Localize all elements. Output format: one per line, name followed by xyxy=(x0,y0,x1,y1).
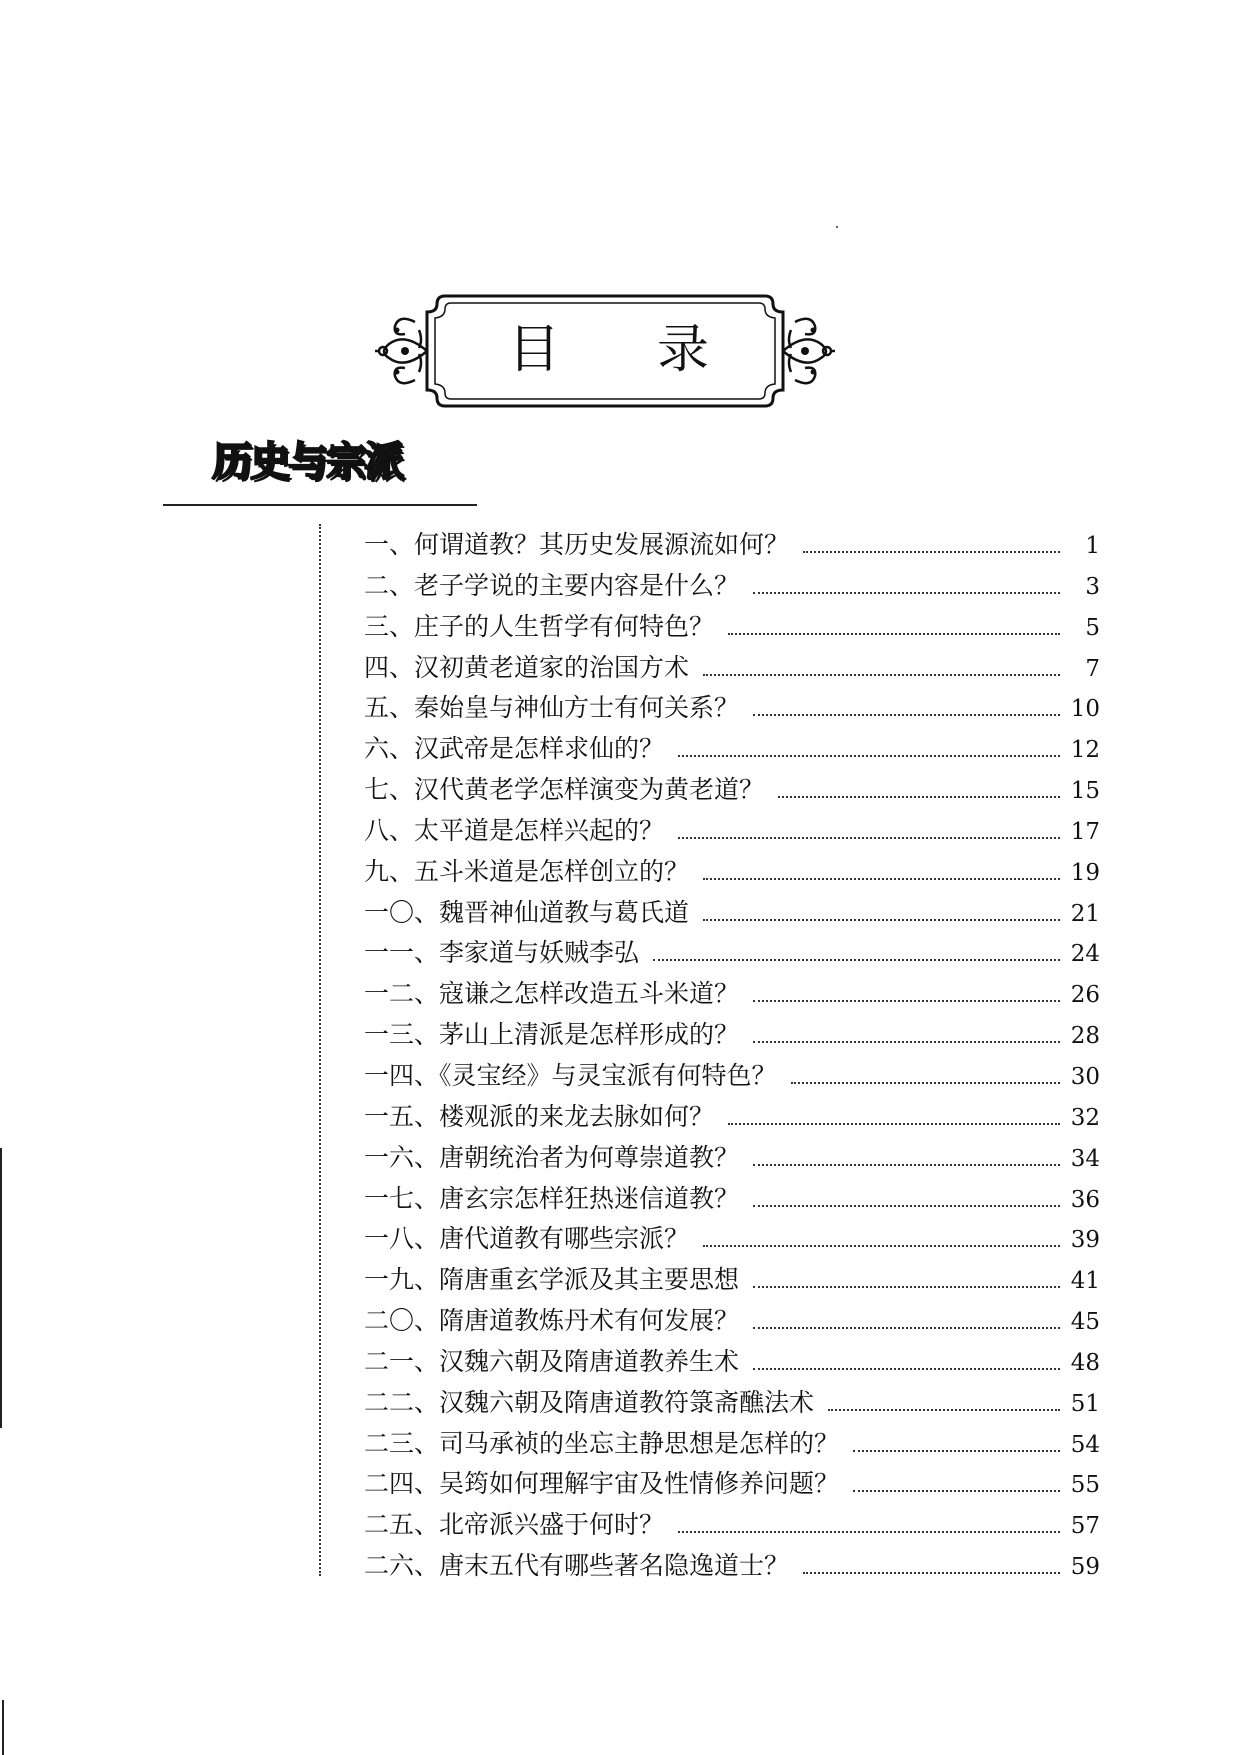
toc-entry[interactable] xyxy=(364,566,1100,607)
toc-leader-dots xyxy=(803,551,1060,553)
toc-entry[interactable] xyxy=(364,607,1100,648)
scan-edge-mark xyxy=(0,1148,2,1428)
toc-entry[interactable] xyxy=(364,1056,1100,1097)
toc-leader-dots xyxy=(678,1531,1060,1533)
toc-entry[interactable] xyxy=(364,1260,1100,1301)
toc-entry-page-number: 57 xyxy=(1070,1513,1100,1540)
toc-entry-title: 一八、唐代道教有哪些宗派？ xyxy=(364,1224,690,1254)
toc-entry-page-number: 21 xyxy=(1070,900,1100,927)
toc-entry[interactable] xyxy=(364,1015,1100,1056)
toc-entry-page-number: 41 xyxy=(1070,1268,1100,1295)
toc-entry[interactable] xyxy=(364,811,1100,852)
toc-entry-page-number: 5 xyxy=(1085,614,1100,641)
toc-entry[interactable] xyxy=(364,852,1100,893)
toc-entry-page-number: 30 xyxy=(1070,1063,1100,1090)
scan-edge-mark xyxy=(2,1700,4,1755)
toc-entry[interactable] xyxy=(364,1219,1100,1260)
toc-leader-dots xyxy=(753,1327,1060,1329)
toc-entry-title: 一六、唐朝统治者为何尊崇道教？ xyxy=(364,1142,740,1172)
toc-leader-dots xyxy=(653,959,1060,961)
toc-entry-title: 一七、唐玄宗怎样狂热迷信道教？ xyxy=(364,1183,740,1213)
toc-entry[interactable] xyxy=(364,648,1100,689)
toc-leader-dots xyxy=(828,1409,1060,1411)
toc-entry-title: 一三、茅山上清派是怎样形成的？ xyxy=(364,1020,740,1050)
toc-entry-title: 二一、汉魏六朝及隋唐道教养生术 xyxy=(364,1346,740,1376)
toc-entry-page-number: 3 xyxy=(1085,573,1100,600)
toc-entry[interactable] xyxy=(364,893,1100,934)
toc-entry-page-number: 28 xyxy=(1070,1023,1100,1050)
toc-entry-title: 二六、唐末五代有哪些著名隐逸道士？ xyxy=(364,1551,790,1581)
toc-entry-page-number: 26 xyxy=(1070,982,1100,1009)
toc-entry-title: 一一、李家道与妖贼李弘 xyxy=(364,938,640,968)
toc-leader-dots xyxy=(803,1572,1060,1574)
toc-entry-page-number: 15 xyxy=(1070,778,1100,805)
toc-entry-page-number: 1 xyxy=(1085,533,1100,559)
toc-entry-page-number: 55 xyxy=(1070,1472,1100,1499)
toc-entry-page-number: 59 xyxy=(1070,1554,1100,1581)
toc-entry[interactable] xyxy=(364,770,1100,811)
toc-entry-title: 二〇、隋唐道教炼丹术有何发展？ xyxy=(364,1306,740,1336)
toc-entry-title: 四、汉初黄老道家的治国方术 xyxy=(364,652,690,682)
toc-leader-dots xyxy=(778,796,1060,798)
toc-entry-title: 三、庄子的人生哲学有何特色？ xyxy=(364,611,715,641)
toc-leader-dots xyxy=(853,1490,1060,1492)
toc-entry-page-number: 39 xyxy=(1070,1227,1100,1254)
toc-leader-dots xyxy=(753,1286,1060,1288)
toc-entry[interactable] xyxy=(364,1179,1100,1220)
toc-entry[interactable] xyxy=(364,688,1100,729)
toc-entry-title: 一二、寇谦之怎样改造五斗米道？ xyxy=(364,979,740,1009)
toc-entry[interactable] xyxy=(364,1505,1100,1546)
toc-entry-title: 一九、隋唐重玄学派及其主要思想 xyxy=(364,1265,740,1295)
toc-entry-title: 一、何谓道教？其历史发展源流如何？ xyxy=(364,530,790,559)
toc-entry-title: 二四、吴筠如何理解宇宙及性情修养问题？ xyxy=(364,1469,840,1499)
toc-entry-title: 九、五斗米道是怎样创立的？ xyxy=(364,856,690,886)
section-divider xyxy=(163,504,477,506)
toc-entry-page-number: 54 xyxy=(1070,1431,1100,1458)
toc-entry-page-number: 45 xyxy=(1070,1309,1100,1336)
page-title-part-2: 录 xyxy=(657,320,710,380)
toc-entry-page-number: 7 xyxy=(1085,655,1100,682)
toc-entry[interactable] xyxy=(364,933,1100,974)
toc-entry-page-number: 36 xyxy=(1070,1186,1100,1213)
toc-leader-dots xyxy=(791,1082,1060,1084)
toc-entry-title: 一五、楼观派的来龙去脉如何？ xyxy=(364,1101,715,1131)
toc-leader-dots xyxy=(753,1205,1060,1207)
toc-entry-title: 二、老子学说的主要内容是什么？ xyxy=(364,570,740,600)
toc-entry-page-number: 51 xyxy=(1070,1390,1100,1417)
toc-entry[interactable] xyxy=(364,1097,1100,1138)
toc-entry-title: 一四、《灵宝经》与灵宝派有何特色？ xyxy=(364,1060,777,1090)
toc-leader-dots xyxy=(753,1164,1060,1166)
toc-leader-dots xyxy=(703,919,1060,921)
toc-entry-title: 一〇、魏晋神仙道教与葛氏道 xyxy=(364,897,690,927)
toc-entry[interactable] xyxy=(364,1383,1100,1424)
toc-entry[interactable] xyxy=(364,1138,1100,1179)
toc-entry-page-number: 10 xyxy=(1070,696,1100,723)
page-title-part-1: 目 xyxy=(508,320,561,380)
toc-entry-title: 二二、汉魏六朝及隋唐道教符箓斋醮法术 xyxy=(364,1387,815,1417)
title-frame xyxy=(375,292,835,410)
toc-entry[interactable] xyxy=(364,1546,1100,1587)
toc-entry-title: 六、汉武帝是怎样求仙的？ xyxy=(364,734,665,764)
toc-leader-dots xyxy=(678,755,1060,757)
ornamental-frame-icon xyxy=(375,292,835,410)
section-heading: 历史与宗派 xyxy=(212,439,402,485)
toc-leader-dots xyxy=(728,633,1060,635)
toc-leader-dots xyxy=(753,1368,1060,1370)
toc-entry[interactable] xyxy=(364,525,1100,566)
toc-leader-dots xyxy=(753,1000,1060,1002)
toc-entry[interactable] xyxy=(364,974,1100,1015)
scan-speck xyxy=(836,226,838,228)
toc-entry-title: 二三、司马承祯的坐忘主静思想是怎样的？ xyxy=(364,1428,840,1458)
toc-leader-dots xyxy=(753,1041,1060,1043)
dotted-guide-line xyxy=(319,524,321,1576)
toc-leader-dots xyxy=(753,592,1060,594)
toc-entry-page-number: 17 xyxy=(1070,818,1100,845)
toc-entry-page-number: 48 xyxy=(1070,1349,1100,1376)
toc-leader-dots xyxy=(753,714,1060,716)
toc-leader-dots xyxy=(678,837,1060,839)
toc-entry-page-number: 32 xyxy=(1070,1104,1100,1131)
toc-entry-page-number: 12 xyxy=(1070,737,1100,764)
toc-entry[interactable] xyxy=(364,1342,1100,1383)
toc-entry[interactable] xyxy=(364,729,1100,770)
toc-entry-title: 八、太平道是怎样兴起的？ xyxy=(364,815,665,845)
table-of-contents xyxy=(364,525,1100,1587)
toc-entry[interactable] xyxy=(364,1464,1100,1505)
toc-entry-page-number: 34 xyxy=(1070,1145,1100,1172)
toc-entry-title: 二五、北帝派兴盛于何时？ xyxy=(364,1510,665,1540)
toc-leader-dots xyxy=(853,1450,1060,1452)
toc-leader-dots xyxy=(703,1245,1060,1247)
toc-entry[interactable] xyxy=(364,1424,1100,1465)
toc-entry-page-number: 24 xyxy=(1070,941,1100,968)
toc-entry-title: 七、汉代黄老学怎样演变为黄老道？ xyxy=(364,775,765,805)
toc-leader-dots xyxy=(703,674,1060,676)
toc-leader-dots xyxy=(703,878,1060,880)
toc-entry-title: 五、秦始皇与神仙方士有何关系？ xyxy=(364,693,740,723)
toc-entry-page-number: 19 xyxy=(1070,859,1100,886)
toc-entry[interactable] xyxy=(364,1301,1100,1342)
toc-leader-dots xyxy=(728,1123,1060,1125)
